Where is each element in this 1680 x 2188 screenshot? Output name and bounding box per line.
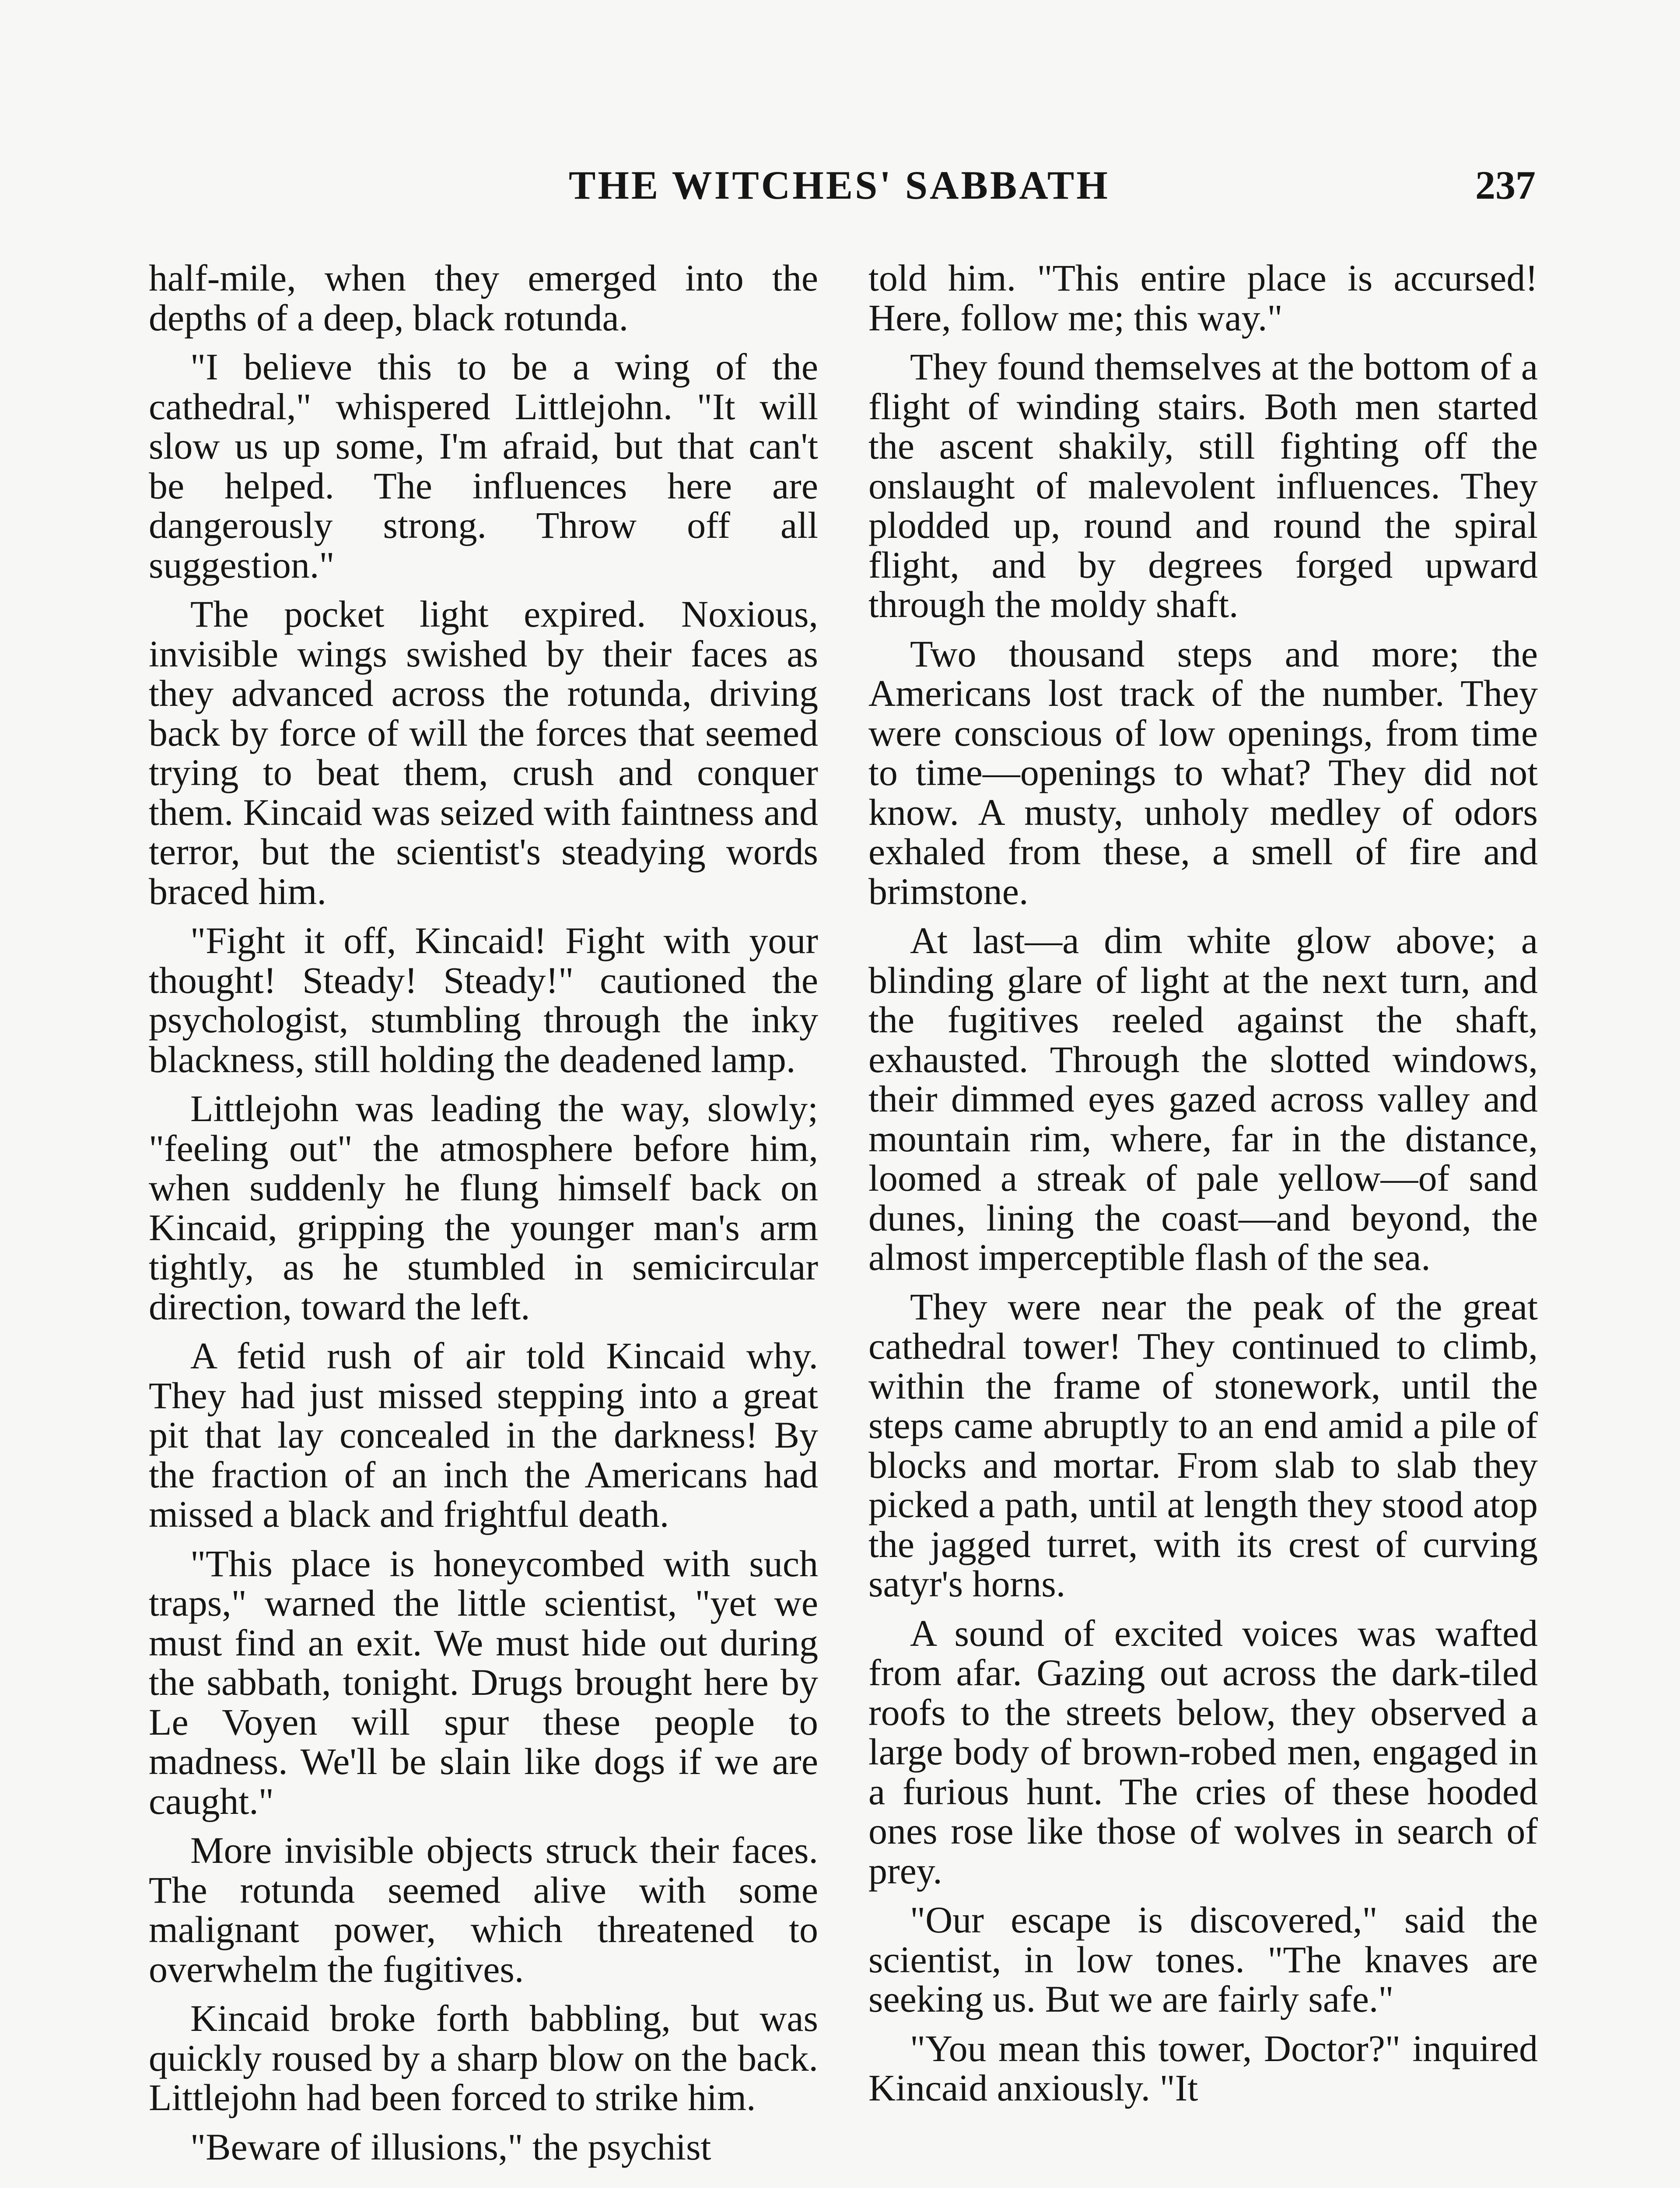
- paragraph: Littlejohn was leading the way, slowly; "feeling out" the atmosphere before him, when suddenly he flung himself back on Kincaid, gripping the younger man's arm tightly, as he stumbled in semicircular direction, toward the left.: [149, 1087, 818, 1328]
- paragraph: "Fight it off, Kincaid! Fight with your thought! Steady! Steady!" cautioned the psychologist, stumbling through the inky blackness, still holding the deadened lamp.: [149, 919, 818, 1080]
- paragraph: "I believe this to be a wing of the cathedral," whispered Littlejohn. "It will slow us up some, I'm afraid, but that can't be helped. The influences here are dangerously strong. Throw off all suggestion.": [149, 346, 818, 586]
- paragraph: "This place is honeycombed with such traps," warned the little scientist, "yet we must find an exit. We must hide out during the sabbath, tonight. Drugs brought here by Le Voyen will spur these people to madness. We'll be slain like dogs if we are caught.": [149, 1542, 818, 1822]
- paragraph: The pocket light expired. Noxious, invisible wings swished by their faces as they advanced across the rotunda, driving back by force of will the forces that seemed trying to beat them, crush and conquer them. Kincaid was seized with faintness and terror, but the scientist's steadying words braced him.: [149, 593, 818, 912]
- paragraph: A sound of excited voices was wafted from afar. Gazing out across the dark-tiled roofs to the streets below, they observed a large body of brown-robed men, engaged in a furious hunt. The cries of these hooded ones rose like those of wolves in search of prey.: [868, 1612, 1538, 1892]
- paragraph: "Beware of illusions," the psychist: [190, 2125, 711, 2168]
- paragraph: Two thousand steps and more; the Americans lost track of the number. They were conscious of low openings, from time to time—openings to what? They did not know. A musty, unholy medley of odors exhaled from these, a smell of fire and brimstone.: [868, 632, 1538, 912]
- paragraph: "You mean this tower, Doctor?" inquired Kincaid anxiously. "It: [868, 2027, 1538, 2109]
- paragraph: They found themselves at the bottom of a flight of winding stairs. Both men started the ascent shakily, still fighting off the onslaught of malevolent influences. They plodded up, round and round the spiral flight, and by degrees forged upward through the moldy shaft.: [868, 346, 1538, 625]
- right-column: [868, 258, 1538, 2118]
- paragraph: More invisible objects struck their faces. The rotunda seemed alive with some malignant power, which threatened to overwhelm the fugitives.: [149, 1829, 818, 1990]
- paragraph: At last—a dim white glow above; a blinding glare of light at the next turn, and the fugitives reeled against the shaft, exhausted. Through the slotted windows, their dimmed eyes gazed across valley and mountain rim, where, far in the distance, loomed a streak of pale yellow—of sand dunes, lining the coast—and beyond, the almost imperceptible flash of the sea.: [868, 919, 1538, 1278]
- page-number: 237: [1475, 163, 1536, 207]
- paragraph: A fetid rush of air told Kincaid why. They had just missed stepping into a great pit that lay concealed in the darkness! By the fraction of an inch the Americans had missed a black and frightful death.: [149, 1335, 818, 1535]
- paragraph: Kincaid broke forth babbling, but was quickly roused by a sharp blow on the back. Littlejohn had been forced to strike him.: [149, 1997, 818, 2118]
- paragraph: told him. "This entire place is accursed! Here, follow me; this way.": [868, 257, 1538, 339]
- paragraph: They were near the peak of the great cathedral tower! They continued to climb, within the frame of stonework, until the steps came abruptly to an end amid a pile of blocks and mortar. From slab to slab they picked a path, until at length they stood atop the jagged turret, with its crest of curving satyr's horns.: [868, 1285, 1538, 1605]
- paragraph: "Our escape is discovered," said the scientist, in low tones. "The knaves are seeking us. But we are fairly safe.": [868, 1899, 1538, 2020]
- page-header: [0, 158, 1680, 219]
- running-title: THE WITCHES' SABBATH: [569, 163, 1110, 207]
- left-column: [149, 258, 818, 2176]
- paragraph: half-mile, when they emerged into the depths of a deep, black rotunda.: [149, 257, 818, 339]
